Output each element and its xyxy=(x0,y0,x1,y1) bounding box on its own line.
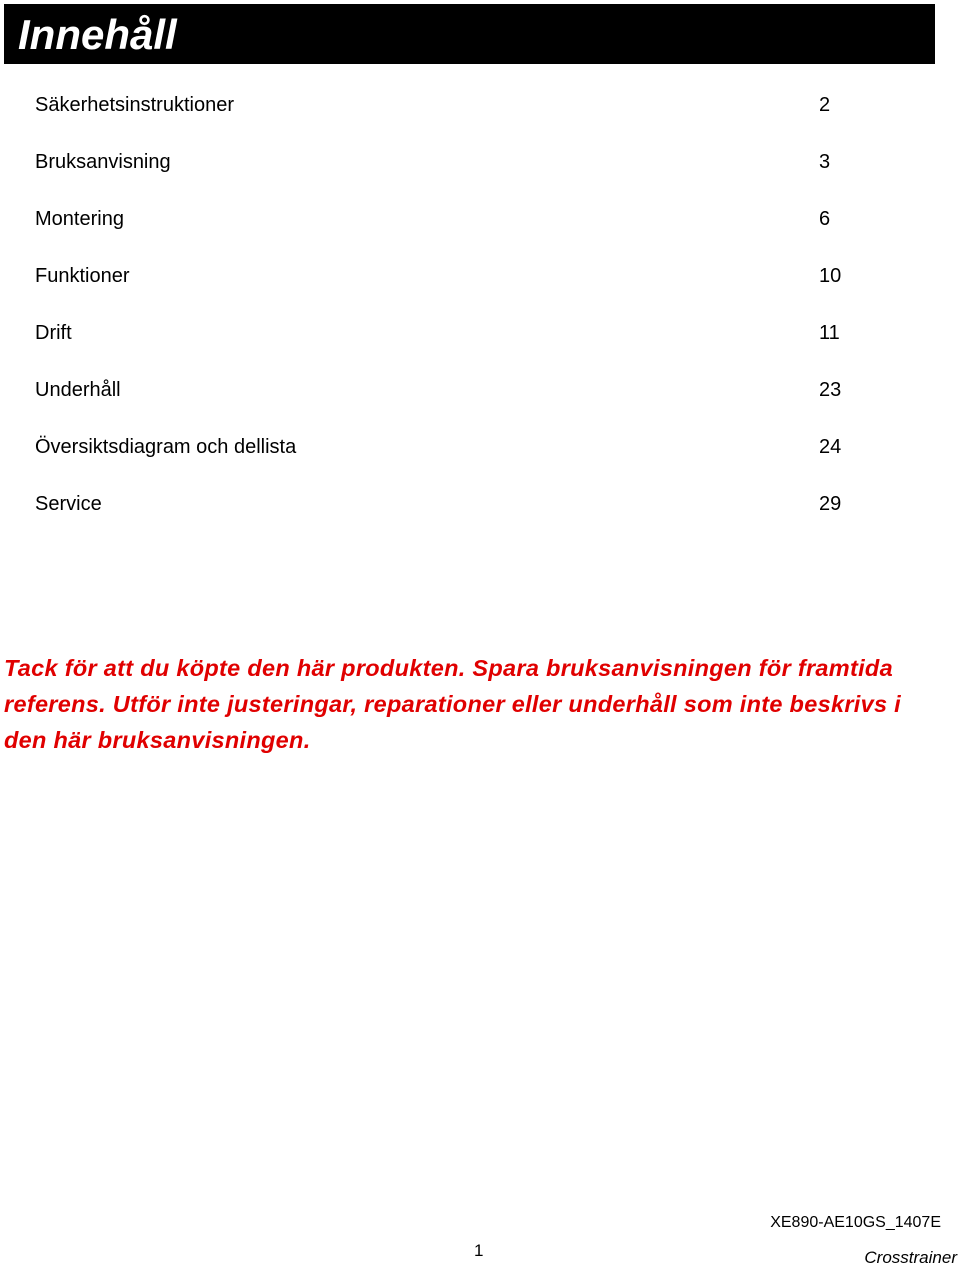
toc-row-montering xyxy=(35,204,855,261)
toc-page-number: 3 xyxy=(819,151,831,173)
page-title: Innehåll xyxy=(18,11,177,58)
notice-text: Tack för att du köpte den här produkten. Spara bruksanvisningen för framtida referens. Utför inte justeringar, reparationer eller underhåll som inte beskrivs i den här bruksanvisningen. xyxy=(4,655,901,753)
toc-row-oversiktsdiagram xyxy=(35,432,855,489)
toc-label: Säkerhetsinstruktioner xyxy=(35,94,234,116)
toc-page-number: 6 xyxy=(819,208,831,230)
product-name: Crosstrainer xyxy=(864,1248,957,1267)
toc-label: Funktioner xyxy=(35,265,130,287)
toc-row-sakerhetsinstruktioner xyxy=(35,90,855,147)
table-of-contents xyxy=(35,90,855,546)
toc-row-service xyxy=(35,489,855,546)
toc-page-number: 10 xyxy=(819,265,842,287)
toc-label: Översiktsdiagram och dellista xyxy=(35,436,297,458)
toc-page-number: 11 xyxy=(819,322,840,344)
toc-label: Drift xyxy=(35,322,72,344)
toc-row-bruksanvisning xyxy=(35,147,855,204)
document-code: XE890-AE10GS_1407E xyxy=(770,1214,941,1231)
toc-page-number: 24 xyxy=(819,436,842,458)
toc-label: Service xyxy=(35,493,102,515)
toc-label: Montering xyxy=(35,208,124,230)
toc-row-underhall xyxy=(35,375,855,432)
toc-row-drift xyxy=(35,318,855,375)
toc-page-number: 29 xyxy=(819,493,842,515)
toc-page-number: 23 xyxy=(819,379,842,401)
page-number: 1 xyxy=(474,1241,484,1260)
toc-label: Bruksanvisning xyxy=(35,151,171,173)
toc-label: Underhåll xyxy=(35,379,121,401)
toc-row-funktioner xyxy=(35,261,855,318)
title-bar xyxy=(4,4,935,64)
toc-page-number: 2 xyxy=(819,94,831,116)
